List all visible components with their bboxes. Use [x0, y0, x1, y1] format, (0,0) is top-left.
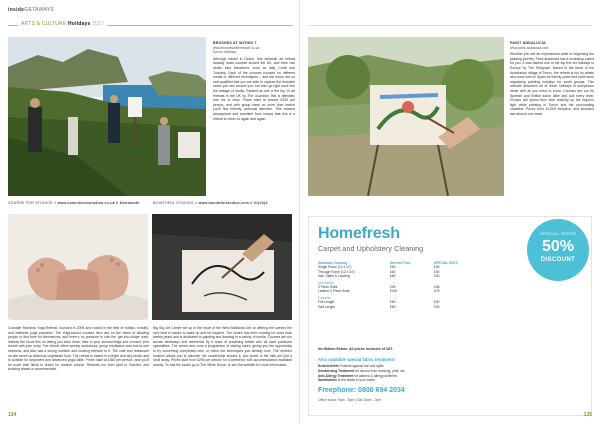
extra-label: Anti-Allergy Treatment — [318, 373, 354, 378]
left-page-number — [8, 412, 16, 418]
section-label — [18, 21, 107, 27]
left-page-number-value: 134 — [8, 412, 17, 418]
extra-label: Scotchshield — [318, 364, 339, 368]
retreat-caption — [213, 41, 295, 121]
section-number: 2017 — [92, 21, 104, 27]
mid-photo-credit — [153, 201, 268, 205]
row-normal: £90 — [390, 284, 396, 289]
credit-label-left: COURSE FOR STUDIOS // — [8, 201, 58, 205]
credit-label-mid: BOUNTIFUL STUDIOS // — [153, 201, 199, 205]
painting-hand-photo — [152, 214, 292, 320]
row-special: £75 — [434, 289, 440, 294]
yoga-paragraph: Consider Rainbow Yoga Retreat, founded in 2009 and rooted in the field of holistic, mindful, and wellness yoga practices. The Yoga-based courses here are on the basis of allowing people to find time for themselves, and there's no pressure to ride the 'get-into-shape' train. Instead the focus lies on letting you slow down, take in your surroundings and connect your breath with your body. The retreat offers weekly workshops, group meditation and one-to-one sessions, and also has a strong nutrition and cooking element to it. The cafe and restaurant on site serve up delicious vegetarian food. The retreat is based in a bright and airy studio and is suitable for beginners and advanced yogis alike. Prices start at £360 per person, and you'll be more than likely to return for another course. Retreats run from April to October, and booking ahead is recommended. — [8, 326, 149, 372]
row-normal: £60 — [390, 300, 396, 305]
row-special: £30 — [434, 300, 440, 305]
masthead-rest: GETAWAYS — [24, 7, 54, 13]
andalucia-title: PAINT ANDALUCIA — [510, 41, 546, 45]
yoga-feet-photo — [8, 214, 148, 320]
row-service: Leather 3 Piece Suite — [318, 289, 350, 294]
extra-label: Sanitisation — [318, 378, 337, 383]
row-normal: £50 — [390, 304, 396, 309]
extra-text: for asthma & allergy sufferers — [353, 373, 398, 378]
coastal-painters-photo — [8, 37, 206, 196]
row-service: Hall, Stairs & Landing — [318, 274, 350, 279]
extra-text: for odours from smoking, pets, etc — [353, 368, 405, 373]
right-page-number — [584, 412, 592, 418]
right-rule — [308, 25, 592, 26]
row-service: Through Room (12 x 24') — [318, 269, 355, 274]
ad-office-hours: Office hours: 9am - 5pm | Sat 10am - 2pm — [318, 398, 382, 402]
caption-website: www.brusheswithinreach.co.uk — [213, 45, 260, 50]
row-service: Half Length — [318, 304, 335, 309]
painting-easel-photo — [308, 37, 504, 196]
right-page-number-value: 135 — [583, 412, 592, 418]
badge-discount: DISCOUNT — [540, 257, 576, 263]
paint-andalucia-caption — [510, 41, 594, 117]
col-header-service: Standard Cleaning — [318, 261, 348, 265]
left-photo-credit — [8, 201, 140, 205]
extra-text: Protects against soil and spills — [338, 364, 384, 368]
group-label: Upholstery — [318, 280, 334, 285]
row-normal: £60 — [390, 274, 396, 279]
row-normal: £150 — [390, 289, 398, 294]
extra-label: Deodorising Treatment — [318, 368, 354, 373]
extra-text: of the areas in your home — [336, 378, 375, 383]
col-header-normal: Normal Price — [390, 261, 411, 265]
caption-title: BRUSHES AT WITHIN 7 — [213, 41, 257, 45]
credit-url-mid: www.bountifulstudios.com // 01(44)4 — [198, 201, 268, 205]
ad-also-available: Also available special fabric treatment: — [318, 357, 396, 362]
credit-url-left: www.somedevonstudios.co.uk // Dartmouth — [57, 201, 140, 205]
row-service: Full Length — [318, 300, 335, 305]
ad-extra-treatments — [318, 364, 518, 383]
row-special: £30 — [434, 269, 440, 274]
row-service: 3 Piece Suite — [318, 284, 338, 289]
row-special: £30 — [434, 274, 440, 279]
group-label: Curtains — [318, 295, 331, 300]
ad-freephone[interactable]: Freephone: 0800 694 2034 — [318, 387, 405, 394]
section-prefix: ARTS & CULTURE — [21, 21, 67, 27]
table-row — [318, 305, 478, 309]
discount-badge — [527, 219, 589, 281]
col-header-special: SPECIAL RATE — [434, 261, 458, 265]
price-table — [318, 261, 478, 309]
caption-location: Devon holidays — [213, 50, 237, 55]
andalucia-website: www.paint-andalucia.com — [510, 45, 549, 50]
row-service: Single Room (12 x 12') — [318, 265, 352, 270]
andalucia-body: Whether you are an experienced artist or beginning the painting journey, Paint Andalucia has a workshop suited for you. It was named one of the top five art holidays in Europe by The Telegraph. Based in the heart of the Andalucian village of Torrox, the retreat is run by artists who have lived in Spain for twenty years and have been organising painting holidays for small groups. This website describes all of these holidays in sumptuous detail with all you need to know. Courses are run by Spanish and British tutors alike and suit every level. Groups will spend their time soaking up the region's light while painting in Torrox and the surrounding coastline. Prices from £1,000 inclusive, and sessions last around one week. — [510, 52, 594, 116]
row-special: £45 — [434, 284, 440, 289]
row-special: £25 — [434, 304, 440, 309]
caption-body: Although based in Devon, this fantastic art retreat actually hosts courses around the UK, and even has studio trips elsewhere, such as Italy, Crete and Tuscany. Each of the courses focuses on different media or different techniques – and the tutors are so well-qualified that you are able to capture the beautiful views you see around you, but then go right back into the cottage or studio. Ranked as one of the top 10 art retreats in the UK by The Guardian, this is definitely one not to miss. Prices start at around £329 per person, and with group sizes no more than twelve you'll find friendly, personal attention. This relaxed atmosphere and excellent food means that this is a retreat to return to again and again. — [213, 56, 295, 121]
masthead-brand: inside — [8, 7, 25, 13]
right-page — [300, 0, 600, 424]
row-special: £25 — [434, 265, 440, 270]
art-centre-article-text — [153, 326, 292, 369]
table-row — [318, 274, 478, 278]
section-title: Holidays — [68, 21, 91, 27]
ad-title: Homefresh — [318, 225, 400, 242]
extra-item — [318, 378, 518, 383]
row-normal: £60 — [390, 269, 396, 274]
ad-subtitle: Carpet and Upholstery Cleaning — [318, 244, 424, 253]
badge-percent: 50% — [541, 238, 575, 255]
table-row — [318, 289, 478, 293]
art-centre-paragraph: Big Sky Art Centre set up in the heart of the West Midlands Aim at offering the owners the very best in nature to wake up and be inspired. The centre has been running for more than twenty years and is dedicated to painting and drawing in a variety of media. Courses are run across weekdays and weekends by a team of practising artists who all have particular specialities. The centre also runs a programme of visiting tutors, giving you the opportunity to try something completely new, or refine the techniques you already love. The centre's location allows you to discover the countryside around it, and views of the hills are just a stroll away. Prices start from £295 per person for a weekend, with accommodation available nearby. To visit the studio go to The White Horse, or see the website for more information. — [153, 326, 292, 367]
masthead — [8, 7, 54, 13]
yoga-article-text — [8, 326, 149, 374]
homefresh-advert — [308, 216, 592, 416]
badge-line1: SPECIAL OFFER — [539, 231, 577, 236]
ad-no-hidden-extras: No Hidden Extras. All prices inclusive of VAT. — [318, 347, 394, 351]
row-normal: £50 — [390, 265, 396, 270]
